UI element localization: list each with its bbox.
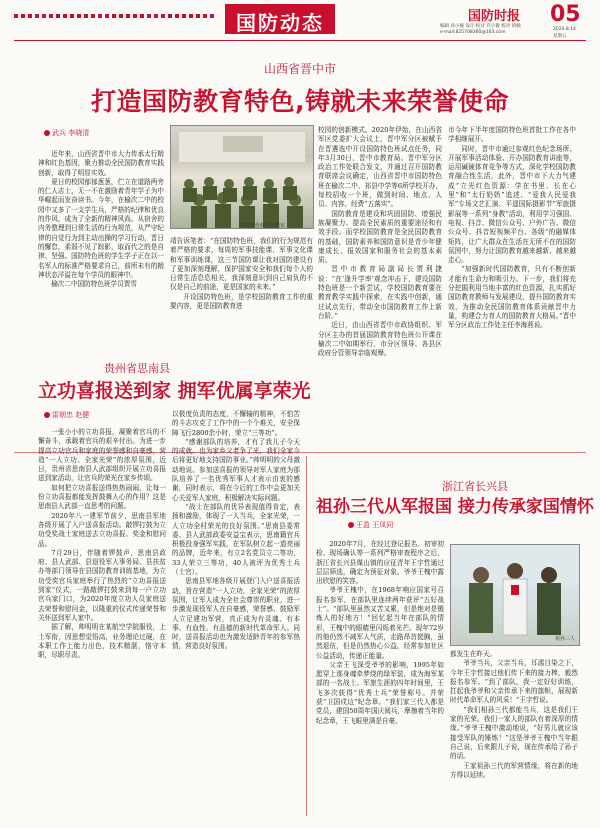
article2-title: 立功喜报送到家 拥军优属享荣光 <box>38 380 311 402</box>
header-rule <box>14 40 586 41</box>
paragraph: “战士在部队的优异表现值得肯定，表扬和激励，体现了一人当兵，全家光荣，一人立功全村荣光的良好氛围。”思南县委常委、县人武部政委安益宝表示，思南籍官兵积极投身强军实践，在军队树立起一道亮丽的品牌，近年来，有立2名党员立二等功，33人荣立三等功，40人被评为优秀士兵（士官）。 <box>172 502 300 577</box>
paragraph: 思南县军地各级开展登门入户送喜报活动，旨在营造“一人立功，全家光荣”的浓厚氛围，让军人成为全社会尊崇的职业，进一步激发现役军人在自豪感，荣誉感、鼓励军人立足建功军营，真正成为有灵魂、有本事、有血性、有品德的新时代革命军人。同时，送喜报活动也为激发适龄青年的参军热情，营造良好氛围。 <box>172 577 300 651</box>
paragraph: “我们相孙三代都能当兵，这是我们王家的光荣。我们一家人的部队有着深厚的情缘。”爷爷王槐中激动地说，“好男儿就应该接受军队的锤炼！”这是爷爷王槐中当年跟自己说，后来跟儿子说，现在传承给了孙子的话。 <box>450 705 578 761</box>
paragraph: 以极度负责的态度，不懈输的精神，不怕苦的斗志攻克了工作中的一个个难关，安全保障飞行2800余小时，荣立“三等功”。 <box>172 410 300 437</box>
byline-dot-icon <box>44 412 50 418</box>
issue-date: 2020.8.14 <box>553 27 576 32</box>
article1-byline: 武兵 李晓清 <box>44 128 89 138</box>
paragraph: 近日，由山西省晋中市政协组织、军分区主办的首届国防教育特色班公开课在榆次二中如期举行，市分区领导、各县区政府分管领导亲临观摩。 <box>318 321 442 358</box>
paper-name: 国防时报 <box>468 9 521 24</box>
article3-photo-caption: 祖孙三人 <box>555 636 576 642</box>
article3-column-1 <box>316 540 444 818</box>
paragraph: 都发生在昨天。 <box>450 650 497 658</box>
email: e-mail:825708360@163.com <box>440 30 506 35</box>
paragraph: 校园的创新模式。2020年伊始，在山西省军区党委扩大会议上，晋中军分区被赋予在晋遴选中开设国防特色班试点任务，同年3月30日，晋中市教育局、晋中军分区政治工作处联合发文，并通过召开国防教育联席会议确定，山西省晋中市国防特色班在榆次二中、祁县中学等6所学校开办，每校招收一个班，做到时间、地点、人员、内容、经费“五落实”。 <box>318 126 442 209</box>
paragraph: 开设国防特色班，是学校国防教育工作的重要内容，更是国防教育进 <box>170 292 313 311</box>
article3-kicker: 浙江省长兴县 <box>442 480 508 493</box>
article1-column-3 <box>318 126 442 446</box>
issue-weekday: 星期五 <box>553 34 567 39</box>
paragraph: “感谢部队的培养，才有了我儿子今天的成就。也为家乡父老争了光，我们全家今后将更好地支持国防事业。”帅明明的父母激动地说。参加送喜报的领导对军人家庭为部队培养了一名优秀军事人才表示由衷的感谢，同时表示，将在今后的工作中会更加关心关爱军人家庭，积极解决实际问题。 <box>172 437 300 502</box>
family-photo-icon <box>451 545 579 645</box>
article3-column-2 <box>450 650 578 818</box>
paragraph: 爷爷王槐中，在1968年响应国家号召报名参军，在部队里连续两年获评“五好战士”。“部队里虽然又苦又累，但是绝对是锻炼人的好地方！”回忆起当年在部队的情形，王槐中的眼睛里闪烁着光芒。现年72岁的他仍然不减军人气质，走路昂首挺胸，虽然退伍，但是仍然热心公益，经常参加社区公益活动，传递正能量。 <box>316 586 444 660</box>
header-stripe-left <box>14 14 214 18</box>
article1-kicker: 山西省晋中市 <box>263 62 336 76</box>
byline-dot-icon <box>44 130 50 136</box>
paragraph: “加强新时代国防教育，只有不断创新才能有生命力和吸引力。下一步，我们将充分挖掘利用当地丰富的红色资源，扎实抓好国防教育教师与发展建设，提升国防教育实效，为推动全民国防教育体系贡献晋中力量，构建合力育人的国防教育大格局。”晋中军分区政治工作处主任李海燕说。 <box>448 265 576 330</box>
article3-title: 祖孙三代从军报国 接力传承家国情怀 <box>316 497 594 517</box>
article3-byline: 王盈 王凤同 <box>348 520 393 530</box>
paragraph: 2020年7月，在经过登记报名、初审初检、现场确认等一系列严格审查程序之后，浙江省长兴县煤山镇的应征青年王宇哲通过层层筛选，确定为预征对象。爷爷王槐中露出欣慰的笑容。 <box>316 540 444 586</box>
article1-column-4 <box>448 126 576 446</box>
paragraph: 靖告诉笔者：“在国防特色班，我们的行为规范有着严格的要求，每周的军事技能课、军事文化课和军事训练课，这三节国防课让我对国防建设有了更加深刻理解，保护国家安全和我们每个人的日常生活息息相关，我深刻意识到自己肩负的不仅是自己的前途，更是国家的未来。” <box>170 237 313 292</box>
paragraph: 国防教育是建设和巩固国防、增强民族凝聚力、提高全民素质的重要途径和有效手段。而学校国防教育是全民国防教育的基础，国防素养和国防意识是青少年健康成长、报效国家和服务社会的基本素质。 <box>318 209 442 265</box>
paragraph: 夏日的校园郁郁葱葱，伫立在道路两旁的仁人志士，无一不在激励着青年学子为中华崛起而发奋读书。今年，在榆次二中的校园中又多了一支学生兵，严格的纪律和优良的作风，成为了全新的精神风尚。从宿舍的内务整理到日常生活的行为规范，从严守纪律的自觉行为到主动出操的学习行动，晋日的懈怠，柔弱不见了踪影，取而代之的是自律、坚强。国防特色班的学生学子正在以一名军人的标准严格要求自己，前所未有的精神状态洋溢在每个学员的眼神中。 <box>38 177 164 279</box>
article2-column-2 <box>172 410 300 818</box>
article2-byline: 雷朝忠 赵健 <box>44 410 89 420</box>
article1-title: 打造国防教育特色,铸就未来荣誉使命 <box>91 87 509 116</box>
article3-photo <box>450 544 580 646</box>
article2-kicker: 贵州省思南县 <box>104 362 170 375</box>
section-title-box <box>225 4 335 34</box>
article1-photo <box>170 125 314 229</box>
paragraph: 如何把立功喜报送得热热闹闹，让每一份立功喜报都能发挥鼓舞人心的作用？这是思南县人武部一直思考的问题。 <box>38 483 166 511</box>
editor-line: 编辑 孙小楠 设计·校对 许小微 校对 胡楠 <box>440 24 521 29</box>
header-bar <box>0 0 600 40</box>
paragraph: 同时，晋中市通过参观红色纪念场所、开展军事活动体验、开办国防教育讲座等，运用碱硬体育竞争等方式，深化学校国防教育融合性生活，此外，晋中市下大力气建成“立光红色资源：学在书里、长在心里”和“太行奶奶”追述、“爱我人民爱我军”专场文艺汇演、平遥国际摄影节”军旅摄影展等一系列“身教”活动，利用学习强国、电视、抖音、微信公众号、户外广告、微信公众号、抖音短视频平台、各级“的融媒体矩阵，让广大群众在生活在无所不在的国防氛围中，努力让国防教育越来越新、越来越走心。 <box>448 144 576 265</box>
column-divider <box>306 456 307 816</box>
paragraph: 7月29日，伴随着锣鼓声，思南县政府、县人武部、县退役军人事务局、县扶贫办等部门领导在县国防教育训练基地，为立功受奖官兵家庭举行了热烈的“立功喜报送到家”仪式，一路敲锣打鼓来到每一户立功官兵家门口，为2020年度立功人员家庭送去荣誉和慰问金，以隆重的仪式传递荣誉和关怀送到军人家中。 <box>38 548 166 622</box>
paragraph: 一张小小的立功喜报，凝聚着官兵的不懈奋斗，承载着官兵的艰辛付出。为进一步提高立功官兵和家庭的荣誉感和自豪感，营造“一人立功、全家光荣”的浓厚氛围，近日，贵州省思南县人武部组织开展立功喜报送到家活动，让官兵的荣光在家乡传颂。 <box>38 428 166 483</box>
paragraph: 榆次二中国防特色班学员贾雪 <box>51 280 137 289</box>
paragraph: 市今年下半年度国防特色班首批工作在各中学相继展开。 <box>448 126 576 144</box>
classroom-photo-icon <box>171 126 313 228</box>
paragraph: 近年来，山西省晋中市大力传承太行精神和红色基因，聚力推动全民国防教育实践创新，取得了明显实效。 <box>38 150 164 177</box>
paragraph: 王家祖孙三代的军营情缘，将在新的地方得以延续。 <box>450 761 578 779</box>
article1-photo-caption: 国防特色校学习教室 <box>240 223 286 229</box>
paragraph: 爷爷当兵，父亲当兵，耳濡目染之下，今年王宇哲接过他们传下来的接力棒，毅然报名参军。“到了部队，我一定好好训练，扛起我爷爷和父亲传承下来的旗帜，展现新时代革命军人的风采！”王宇哲说。 <box>450 659 578 705</box>
paragraph: 据了解，帅明明在某航空学院服役，上士军衔，因思想觉悟高，业务理论过硬，在本职工作上能力出色，技术精湛，恪守本职，尽职尽责。 <box>38 623 166 660</box>
paragraph: 2020年八一建军节前夕，思南县军地各级开展了入户送喜报活动。敲锣打鼓为立功受奖战士家庭送去立功喜报、奖金和慰问品。 <box>38 511 166 548</box>
paragraph: 晋中市教育局副局长贾利捷说：“在‘逢升学率’观念冲击下，建设国防特色班是一个新尝试，学校国防教育要在教育教学实践中探索，在实践中创新，通过试点先行，带动全市国防教育工作上新台阶。” <box>318 265 442 320</box>
paragraph: 父亲王飞深受爷爷的影响，1995年如愿穿上那身魂牵梦绕的绿军装，成为海军某部的一名战士。军旅生涯的四年时间里，王飞多次获得“优秀士兵”荣誉称号。并荣获“卫国戍边”纪念章。“我们家三代人都是党员，建国50周年国庆阅兵，摩擦着当年的纪念章，王飞眼里满是自豪。 <box>316 660 444 725</box>
section-title: 国防动态 <box>236 11 324 35</box>
article2-column-1 <box>38 428 166 818</box>
byline-dot-icon <box>348 522 354 528</box>
page-number: 05 <box>550 2 581 27</box>
